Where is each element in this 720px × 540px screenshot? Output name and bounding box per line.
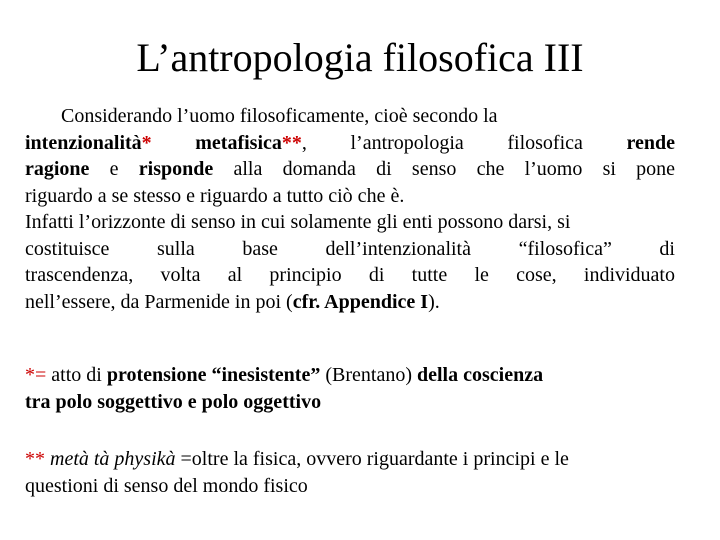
appendix-reference: cfr. Appendice I bbox=[292, 290, 429, 313]
footnote-1 bbox=[25, 362, 675, 415]
footnote-marker-2: ** bbox=[281, 131, 302, 154]
main-line-3-text: alla domanda di senso che l’uomo si pone bbox=[233, 158, 676, 180]
main-line-1: Considerando l’uomo filosoficamente, cioè secondo la bbox=[61, 105, 498, 127]
footnote-2-marker: ** bbox=[25, 448, 45, 470]
footnote-1-text-a: atto di bbox=[46, 364, 107, 386]
term-ragione: ragione bbox=[25, 158, 90, 180]
footnote-1-line-1 bbox=[25, 362, 675, 389]
slide-title: L’antropologia filosofica III bbox=[136, 35, 584, 80]
main-line-2 bbox=[25, 130, 675, 157]
main-line-6: costituisce sulla base dell’intenzionalità “filosofica” di bbox=[25, 237, 675, 260]
footnote-2-line-1 bbox=[25, 446, 675, 473]
main-line-8 bbox=[25, 289, 675, 316]
term-rende: rende bbox=[626, 131, 676, 154]
footnote-1-protensione: protensione “inesistente” bbox=[106, 364, 321, 386]
main-paragraph bbox=[25, 103, 675, 315]
main-line-4: riguardo a se stesso e riguardo a tutto ciò che è. bbox=[25, 184, 405, 207]
footnote-marker-1: * bbox=[141, 131, 152, 154]
term-metafisica: metafisica bbox=[195, 131, 282, 154]
term-risponde: risponde bbox=[138, 158, 214, 180]
footnote-2 bbox=[25, 446, 675, 499]
main-line-7: trascendenza, volta al principio di tutte le cose, individuato bbox=[25, 264, 675, 286]
main-line-2-text: , l’antropologia filosofica bbox=[301, 131, 583, 154]
footnote-1-text-c: (Brentano) bbox=[320, 364, 417, 386]
main-line-8-c: ). bbox=[428, 290, 440, 313]
footnote-2-line-2: questioni di senso del mondo fisico bbox=[25, 474, 308, 497]
main-line-3-e: e bbox=[109, 158, 119, 180]
footnote-2-greek-term: metà tà physikà bbox=[45, 448, 176, 470]
footnote-2-text-b: =oltre la fisica, ovvero riguardante i principi e le bbox=[175, 448, 569, 470]
term-intenzionalita: intenzionalità bbox=[25, 131, 142, 154]
footnote-1-marker: *= bbox=[25, 364, 47, 386]
main-line-3 bbox=[25, 156, 675, 183]
footnote-1-coscienza: della coscienza bbox=[416, 364, 544, 386]
footnote-1-line-2: tra polo soggettivo e polo oggettivo bbox=[25, 390, 322, 413]
main-line-8-a: nell’essere, da Parmenide in poi ( bbox=[25, 290, 293, 313]
main-line-5: Infatti l’orizzonte di senso in cui solamente gli enti possono darsi, si bbox=[25, 211, 571, 233]
